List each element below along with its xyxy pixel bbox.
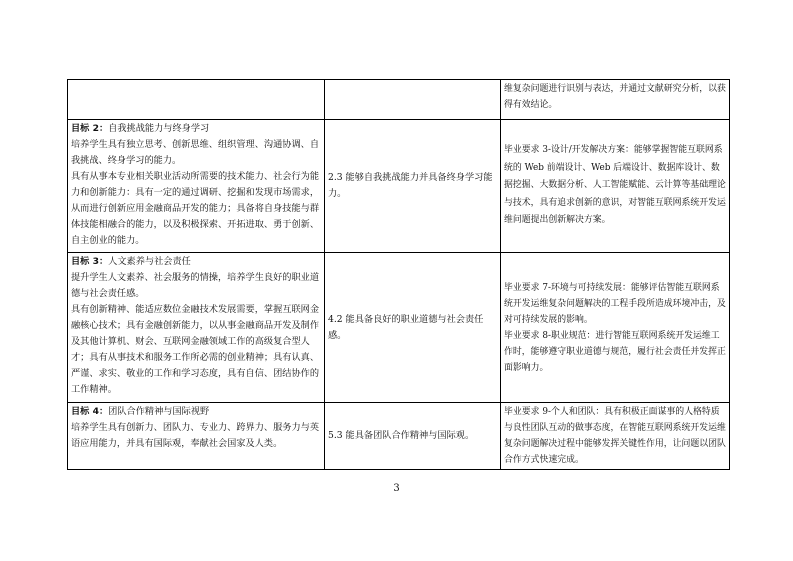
- goal-title: 团队合作精神与国际视野: [108, 406, 210, 417]
- indicator-cell: [325, 403, 501, 470]
- goal-title: 自我挑战能力与终身学习: [108, 123, 210, 134]
- table-row: [68, 253, 730, 403]
- goal-label: 目标 4：: [71, 406, 109, 417]
- goal-cell: [68, 80, 325, 120]
- goal-paragraph: 培养学生具有独立思考、创新思维、组织管理、沟通协调、自我挑战、终身学习的能力。: [71, 139, 320, 166]
- indicator-cell: [325, 80, 501, 120]
- indicator-text: 5.3 能具备团队合作精神与国际观。: [328, 430, 475, 441]
- requirement-text: 毕业要求 9-个人和团队：具有积极正面谋事的人格特质与良性团队互动的做事态度，在智能互联网系统开发运维复杂问题解决过程中能够发挥关键性作用，让问题以团队合作方式快速完成。: [504, 407, 726, 465]
- goal-cell: [68, 120, 325, 253]
- goal-heading: [71, 404, 321, 420]
- requirement-text: 毕业要求 3-设计/开发解决方案：能够掌握智能互联网系统的 Web 前端设计、Web 后端设计、数据库设计、数据挖掘、大数据分析、人工智能赋能、云计算等基础理论与技术，具有追求创新的意识，对智能互联网系统开发运维问题提出创新解决方案。: [504, 145, 726, 226]
- requirement-text: 毕业要求 7-环境与可持续发展：能够评估智能互联网系统开发运维复杂问题解决的工程手段所造成环境冲击，及对可持续发展的影响。: [504, 282, 726, 325]
- indicator-text: 4.2 能具备良好的职业道德与社会责任感。: [328, 313, 484, 341]
- table-row: [68, 120, 730, 253]
- goal-paragraph: 提升学生人文素养、社会服务的情操，培养学生良好的职业道德与社会责任感。: [71, 272, 320, 299]
- requirement-text: 毕业要求 8-职业规范：进行智能互联网系统开发运维工作时，能够遵守职业道德与规范，履行社会责任并发挥正面影响力。: [504, 330, 726, 373]
- requirement-cell: [501, 120, 730, 253]
- indicator-text: 2.3 能够自我挑战能力并具备终身学习能力。: [328, 172, 493, 199]
- indicator-cell: [325, 253, 501, 403]
- indicator-cell: [325, 120, 501, 253]
- requirement-text: 维复杂问题进行识别与表达，并通过文献研究分析，以获得有效结论。: [504, 84, 726, 110]
- goal-heading: [71, 254, 321, 270]
- goal-paragraph: 具有创新精神、能适应数位金融技术发展需要，掌握互联网金融核心技术；具有金融创新能力，以从事金融商品开发及制作及其他计算机、财会、互联网金融领域工作的高级复合型人才；具有从事技术和服务工作所必需的创业精神；具有认真、严谨、求实、敬业的工作和学习态度，具有自信、团结协作的工作精神。: [71, 304, 320, 395]
- goal-cell: [68, 253, 325, 403]
- goal-label: 目标 2：: [71, 123, 109, 134]
- goal-paragraph: 具有从事本专业相关职业活动所需要的技术能力、社会行为能力和创新能力：具有一定的通过调研、挖掘和发现市场需求，从而进行创新应用金融商品开发的能力；具备将自身技能与群体技能相融合的能力，以及积极探索、开拓进取、勇于创新、自主创业的能力。: [71, 171, 320, 246]
- objectives-table: [67, 79, 730, 470]
- goal-heading: [71, 121, 321, 137]
- table-row: [68, 80, 730, 120]
- requirement-cell: [501, 80, 730, 120]
- goal-label: 目标 3：: [71, 256, 109, 267]
- requirement-cell: [501, 403, 730, 470]
- goal-title: 人文素养与社会责任: [108, 256, 191, 267]
- goal-paragraph: 培养学生具有创新力、团队力、专业力、跨界力、服务力与英语应用能力，并具有国际观，奉献社会国家及人类。: [71, 422, 320, 449]
- page-number: 3: [393, 483, 400, 494]
- goal-cell: [68, 403, 325, 470]
- table-row: [68, 403, 730, 470]
- requirement-cell: [501, 253, 730, 403]
